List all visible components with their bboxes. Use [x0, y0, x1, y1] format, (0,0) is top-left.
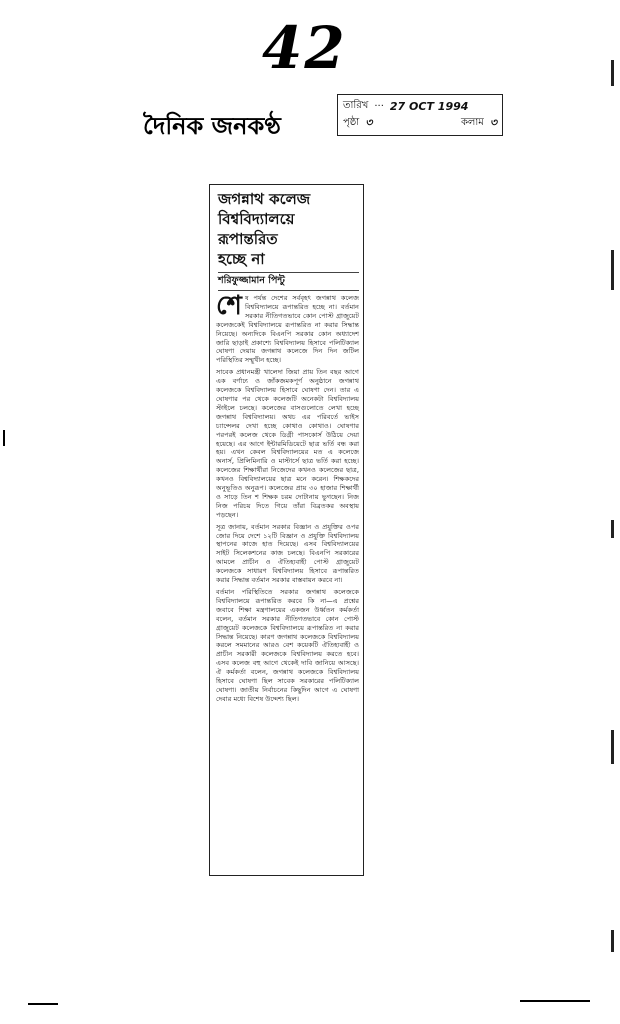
headline-line: জগন্নাথ কলেজ [218, 190, 311, 208]
scan-edge-mark [611, 520, 614, 538]
drop-cap: শে [216, 291, 242, 321]
scan-noise [520, 1000, 590, 1002]
handwritten-page-number: 42 [262, 14, 347, 82]
scan-edge-mark [611, 60, 614, 86]
stamp-column-value: ৩ [489, 116, 497, 129]
paragraph-text: ষ পর্যন্ত দেশের সর্ববৃহৎ জগন্নাথ কলেজ বিশ্ববিদ্যালয়ে রূপান্তরিত হচ্ছে না। বর্তমান সরকার নীতিগতভাবে কোন পোস্ট গ্রাজুয়েট কলেজকেই বিশ্ববিদ্যালয়ে রূপান্তরিত না করার সিদ্ধান্ত নিয়েছে। অন্যদিকে বিএনপি সরকার কোন অধ্যাদেশ জারি ছাড়াই প্রকাশ্যে বিশ্ববিদ্যালয় হিসাবে পলিটিক্যাল ঘোষণা দেয়ায় জগন্নাথ কলেজে দিন দিন জটিল পরিস্থিতির সম্মুখীন হচ্ছে। [216, 294, 359, 365]
newspaper-masthead: দৈনিক জনকণ্ঠ [143, 111, 281, 140]
article-body [216, 291, 359, 704]
scan-noise [28, 1003, 58, 1005]
article-headline [218, 189, 359, 269]
stamp-date-label: তারিখ [343, 100, 369, 111]
article-paragraph [216, 291, 359, 365]
headline-line: হচ্ছে না [218, 250, 265, 268]
stamp-date-value: 27 OCT 1994 [389, 100, 469, 113]
article-paragraph: বর্তমান পরিস্থিতিতে সরকার জগন্নাথ কলেজকে বিশ্ববিদ্যালয়ে রূপান্তরিত করবে কি না—এ প্রশ্নের জবাবে শিক্ষা মন্ত্রণালয়ের একজন উর্ধ্বতন কর্মকর্তা বলেন, বর্তমান সরকার নীতিগতভাবে কোন পোস্ট গ্রাজুয়েট কলেজকে বিশ্ববিদ্যালয়ে রূপান্তরিত না করার সিদ্ধান্ত নিয়েছে। কারণ জগন্নাথ কলেজকে বিশ্ববিদ্যালয় করলে সমমানের আরও বেশ কয়েকটি ঐতিহ্যবাহী ও প্রাচীন সরকারী কলেজকে বিশ্ববিদ্যালয় করতে হবে। এসব কলেজ বহু আগে থেকেই দাবি জানিয়ে আসছে। ঐ কর্মকর্তা বলেন, জগন্নাথ কলেজকে বিশ্ববিদ্যালয় হিসাবে ঘোষণা ছিল সাবেক সরকারের পলিটিক্যাল ঘোষণা। জাতীয় নির্বাচনের কিছুদিন আগে এ ঘোষণা দেবার মধ্যে বিশেষ উদ্দেশ্য ছিল। [216, 588, 359, 703]
scan-edge-mark [611, 730, 614, 764]
date-stamp: তারিখ ··· 27 OCT 1994 পৃষ্ঠা ৩ কলাম ৩ [337, 94, 503, 136]
article-byline: শরিফুজ্জামান পিন্টু [218, 272, 359, 291]
article-paragraph: সূত্র জানায়, বর্তমান সরকার বিজ্ঞান ও প্রযুক্তির ওপর জোর দিয়ে দেশে ১২টি বিজ্ঞান ও প্রযুক্তি বিশ্ববিদ্যালয় স্থাপনের কাজে হাত দিয়েছে। এসব বিশ্ববিদ্যালয়ের সাইট সিলেকশনের কাজ চলছে। বিএনপি সরকারের আমলে প্রাচীন ও ঐতিহ্যবাহী পোস্ট গ্রাজুয়েট কলেজকে সাধারণ বিশ্ববিদ্যালয় হিসাবে রূপান্তরিত করার সিদ্ধান্ত বর্তমান সরকার বাস্তবায়ন করবে না। [216, 522, 359, 585]
newspaper-clipping [209, 184, 364, 876]
headline-line: রূপান্তরিত [218, 230, 278, 248]
scan-noise [3, 430, 5, 446]
headline-line: বিশ্ববিদ্যালয়ে [218, 210, 295, 228]
stamp-page-label: পৃষ্ঠা [343, 117, 360, 128]
article-paragraph: সাবেক প্রধানমন্ত্রী খালেদা জিয়া প্রায় তিন বছর আগে এক বর্ণাঢ্য ও জাঁকজমকপূর্ণ অনুষ্ঠানে জগন্নাথ কলেজকে বিশ্ববিদ্যালয় হিসাবে ঘোষণা দেন। তার এ ঘোষণার পর থেকে কলেজটি অনেকটা বিশ্ববিদ্যালয় স্টাইলে চলছে। কলেজের বাসগুলোতে লেখা হচ্ছে জগন্নাথ বিশ্ববিদ্যালয়। অথচ এর পরিবর্তে ভাইস চ্যান্সেলর দেখা হচ্ছে কোথাও কোথাও। ঘোষণার পরপরই কলেজ থেকে ডিগ্রী পাসকোর্স উঠিয়ে দেয়া হয়েছে। এর আগে ইন্টারমিডিয়েটে ছাত্র ভর্তি বন্ধ করা হয়। এখন কেবল বিশ্ববিদ্যালয়ের মত এ কলেজে অনার্স, প্রিলিমিনারি ও মাস্টার্সে ছাত্র ভর্তি করা হচ্ছে। কলেজের শিক্ষার্থীরা নিজেদের কখনও কলেজের ছাত্র, কখনও বিশ্ববিদ্যালয়ের ছাত্র মনে করেন। শিক্ষকদের অনুভূতিও অনুরূপ। কলেজের প্রায় ৩০ হাজার শিক্ষার্থী ও সাড়ে তিন শ শিক্ষক চরম দোটানায় ভুগছেন। নিজ নিজ পরিচয় দিতে গিয়ে তাঁরা বিব্রতকর অবস্থায় পড়ছেন। [216, 368, 359, 519]
scan-edge-mark [611, 250, 614, 290]
stamp-column-label: কলাম [460, 117, 484, 128]
stamp-page-value: ৩ [365, 116, 373, 129]
scan-edge-mark [611, 930, 614, 952]
